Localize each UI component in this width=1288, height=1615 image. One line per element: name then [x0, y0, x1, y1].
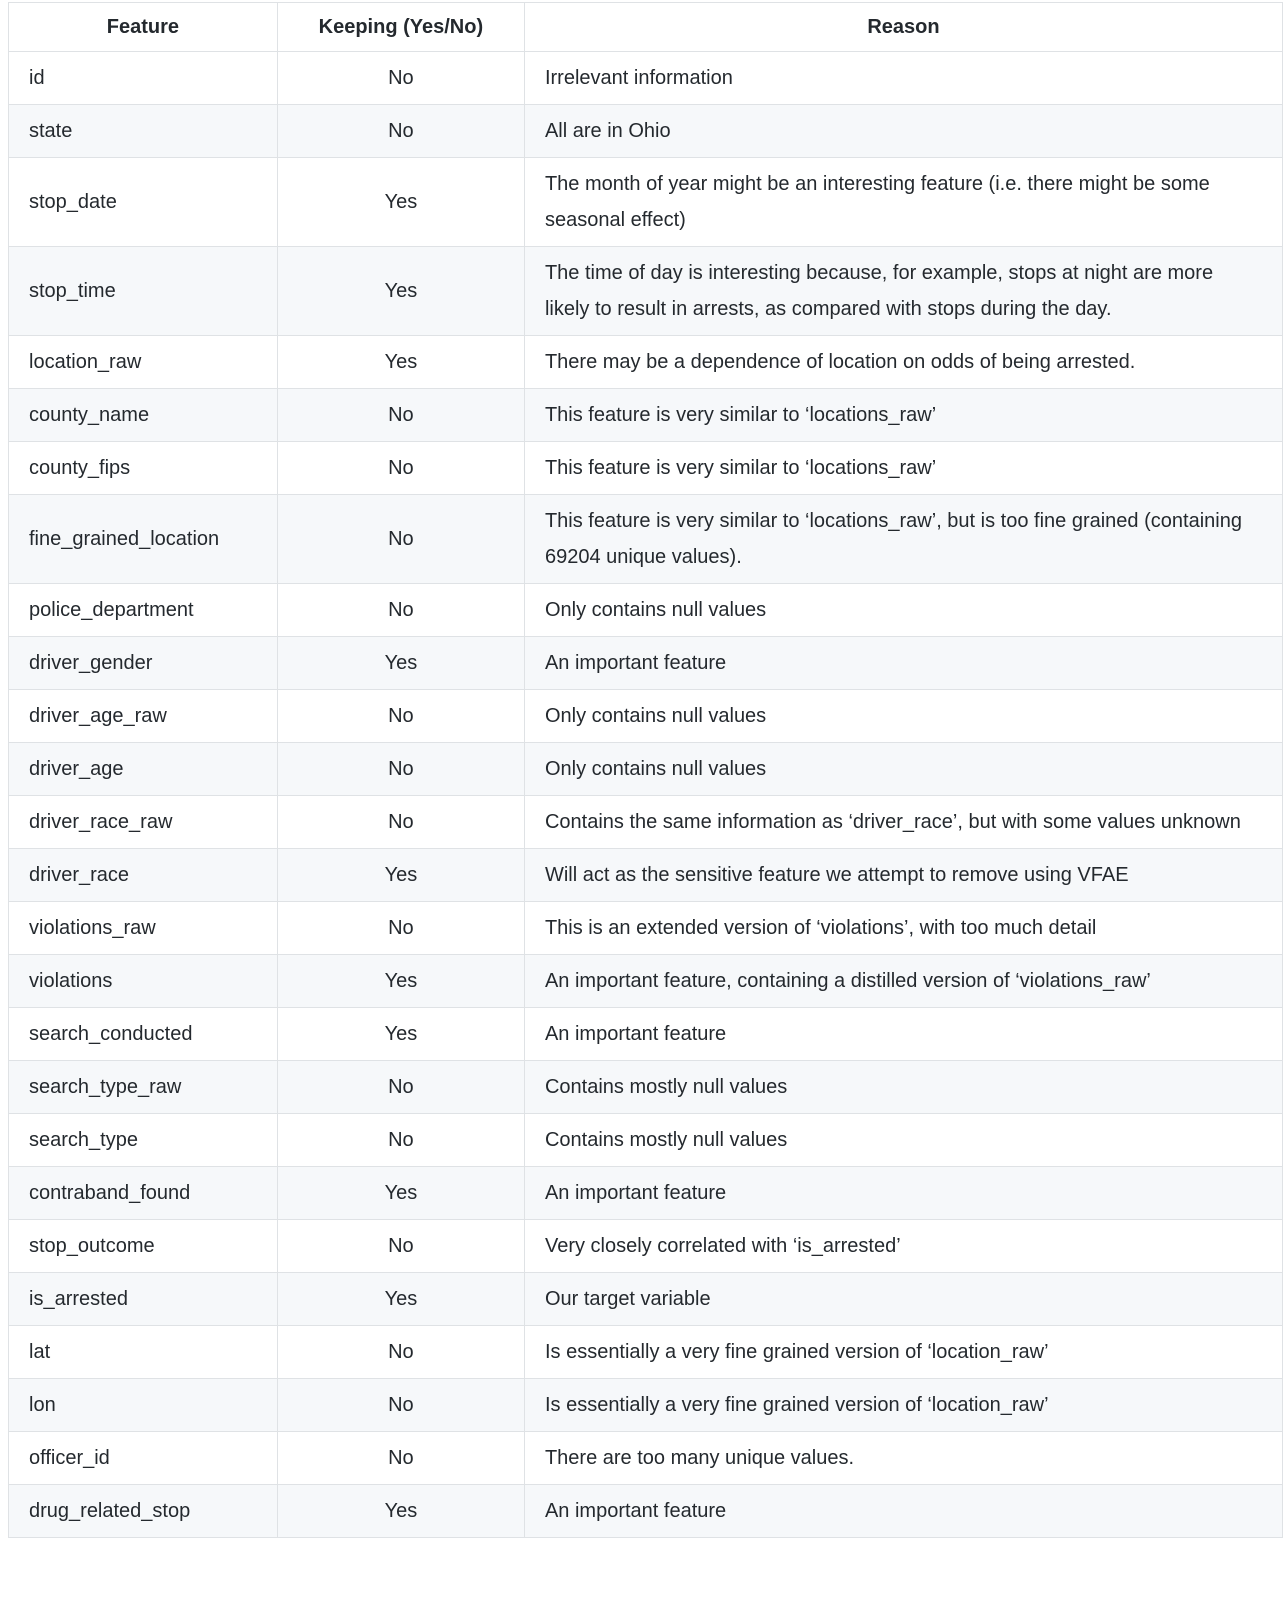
table-row [9, 1220, 1283, 1273]
keeping-cell: No [277, 1379, 524, 1432]
table-row [9, 637, 1283, 690]
keeping-cell: No [277, 1220, 524, 1273]
reason-cell: Is essentially a very fine grained version of ‘location_raw’ [524, 1379, 1282, 1432]
keeping-cell: Yes [277, 637, 524, 690]
table-row [9, 796, 1283, 849]
feature-selection-table [8, 2, 1283, 1538]
keeping-cell: No [277, 442, 524, 495]
keeping-cell: No [277, 902, 524, 955]
feature-cell: lat [9, 1326, 278, 1379]
reason-cell: Will act as the sensitive feature we attempt to remove using VFAE [524, 849, 1282, 902]
reason-cell: Irrelevant information [524, 52, 1282, 105]
feature-cell: driver_race_raw [9, 796, 278, 849]
reason-cell: This is an extended version of ‘violations’, with too much detail [524, 902, 1282, 955]
reason-cell: An important feature [524, 1167, 1282, 1220]
feature-cell: contraband_found [9, 1167, 278, 1220]
feature-cell: driver_age_raw [9, 690, 278, 743]
reason-cell: An important feature, containing a distilled version of ‘violations_raw’ [524, 955, 1282, 1008]
keeping-cell: No [277, 1326, 524, 1379]
feature-cell: search_conducted [9, 1008, 278, 1061]
table-row [9, 495, 1283, 584]
keeping-cell: No [277, 584, 524, 637]
reason-cell: Only contains null values [524, 743, 1282, 796]
table-row [9, 1432, 1283, 1485]
reason-cell: Contains the same information as ‘driver_race’, but with some values unknown [524, 796, 1282, 849]
feature-cell: lon [9, 1379, 278, 1432]
keeping-cell: Yes [277, 849, 524, 902]
feature-cell: police_department [9, 584, 278, 637]
table-row [9, 902, 1283, 955]
reason-cell: Very closely correlated with ‘is_arrested’ [524, 1220, 1282, 1273]
keeping-cell: No [277, 105, 524, 158]
feature-cell: driver_gender [9, 637, 278, 690]
feature-cell: drug_related_stop [9, 1485, 278, 1538]
keeping-cell: No [277, 743, 524, 796]
reason-cell: Contains mostly null values [524, 1114, 1282, 1167]
keeping-cell: Yes [277, 247, 524, 336]
feature-cell: search_type_raw [9, 1061, 278, 1114]
feature-cell: violations [9, 955, 278, 1008]
feature-cell: officer_id [9, 1432, 278, 1485]
table-row [9, 389, 1283, 442]
feature-cell: stop_outcome [9, 1220, 278, 1273]
feature-cell: location_raw [9, 336, 278, 389]
table-body [9, 52, 1283, 1538]
table-row [9, 1326, 1283, 1379]
table-row [9, 1485, 1283, 1538]
table-row [9, 955, 1283, 1008]
keeping-cell: Yes [277, 158, 524, 247]
reason-cell: Only contains null values [524, 690, 1282, 743]
keeping-cell: No [277, 495, 524, 584]
table-row [9, 247, 1283, 336]
keeping-cell: Yes [277, 1273, 524, 1326]
reason-cell: Contains mostly null values [524, 1061, 1282, 1114]
table-row [9, 1379, 1283, 1432]
keeping-cell: Yes [277, 1167, 524, 1220]
reason-cell: There are too many unique values. [524, 1432, 1282, 1485]
keeping-cell: Yes [277, 1485, 524, 1538]
keeping-cell: No [277, 1061, 524, 1114]
table-row [9, 584, 1283, 637]
table-row [9, 849, 1283, 902]
table-row [9, 1273, 1283, 1326]
reason-cell: This feature is very similar to ‘locations_raw’ [524, 442, 1282, 495]
reason-cell: Is essentially a very fine grained version of ‘location_raw’ [524, 1326, 1282, 1379]
feature-cell: driver_race [9, 849, 278, 902]
table-row [9, 1167, 1283, 1220]
feature-cell: county_name [9, 389, 278, 442]
keeping-cell: Yes [277, 1008, 524, 1061]
reason-cell: This feature is very similar to ‘locations_raw’ [524, 389, 1282, 442]
feature-cell: is_arrested [9, 1273, 278, 1326]
reason-cell: An important feature [524, 637, 1282, 690]
table-row [9, 690, 1283, 743]
reason-cell: Our target variable [524, 1273, 1282, 1326]
table-row [9, 743, 1283, 796]
reason-cell: There may be a dependence of location on odds of being arrested. [524, 336, 1282, 389]
feature-cell: stop_date [9, 158, 278, 247]
keeping-cell: No [277, 1432, 524, 1485]
reason-cell: All are in Ohio [524, 105, 1282, 158]
reason-cell: An important feature [524, 1008, 1282, 1061]
keeping-cell: No [277, 1114, 524, 1167]
reason-cell: The month of year might be an interesting feature (i.e. there might be some seasonal effect) [524, 158, 1282, 247]
header-row [9, 3, 1283, 52]
feature-cell: county_fips [9, 442, 278, 495]
reason-cell: The time of day is interesting because, for example, stops at night are more likely to result in arrests, as compared with stops during the day. [524, 247, 1282, 336]
feature-cell: state [9, 105, 278, 158]
reason-cell: An important feature [524, 1485, 1282, 1538]
reason-cell: Only contains null values [524, 584, 1282, 637]
feature-cell: driver_age [9, 743, 278, 796]
reason-cell: This feature is very similar to ‘locations_raw’, but is too fine grained (containing 69204 unique values). [524, 495, 1282, 584]
column-header-keeping: Keeping (Yes/No) [277, 3, 524, 52]
keeping-cell: No [277, 52, 524, 105]
table-row [9, 336, 1283, 389]
keeping-cell: Yes [277, 955, 524, 1008]
feature-cell: search_type [9, 1114, 278, 1167]
feature-cell: violations_raw [9, 902, 278, 955]
feature-cell: stop_time [9, 247, 278, 336]
feature-cell: fine_grained_location [9, 495, 278, 584]
table-row [9, 105, 1283, 158]
keeping-cell: No [277, 796, 524, 849]
keeping-cell: Yes [277, 336, 524, 389]
keeping-cell: No [277, 389, 524, 442]
table-row [9, 158, 1283, 247]
table-row [9, 1061, 1283, 1114]
feature-cell: id [9, 52, 278, 105]
table-row [9, 52, 1283, 105]
table-row [9, 1114, 1283, 1167]
column-header-feature: Feature [9, 3, 278, 52]
column-header-reason: Reason [524, 3, 1282, 52]
table-row [9, 1008, 1283, 1061]
table-row [9, 442, 1283, 495]
keeping-cell: No [277, 690, 524, 743]
